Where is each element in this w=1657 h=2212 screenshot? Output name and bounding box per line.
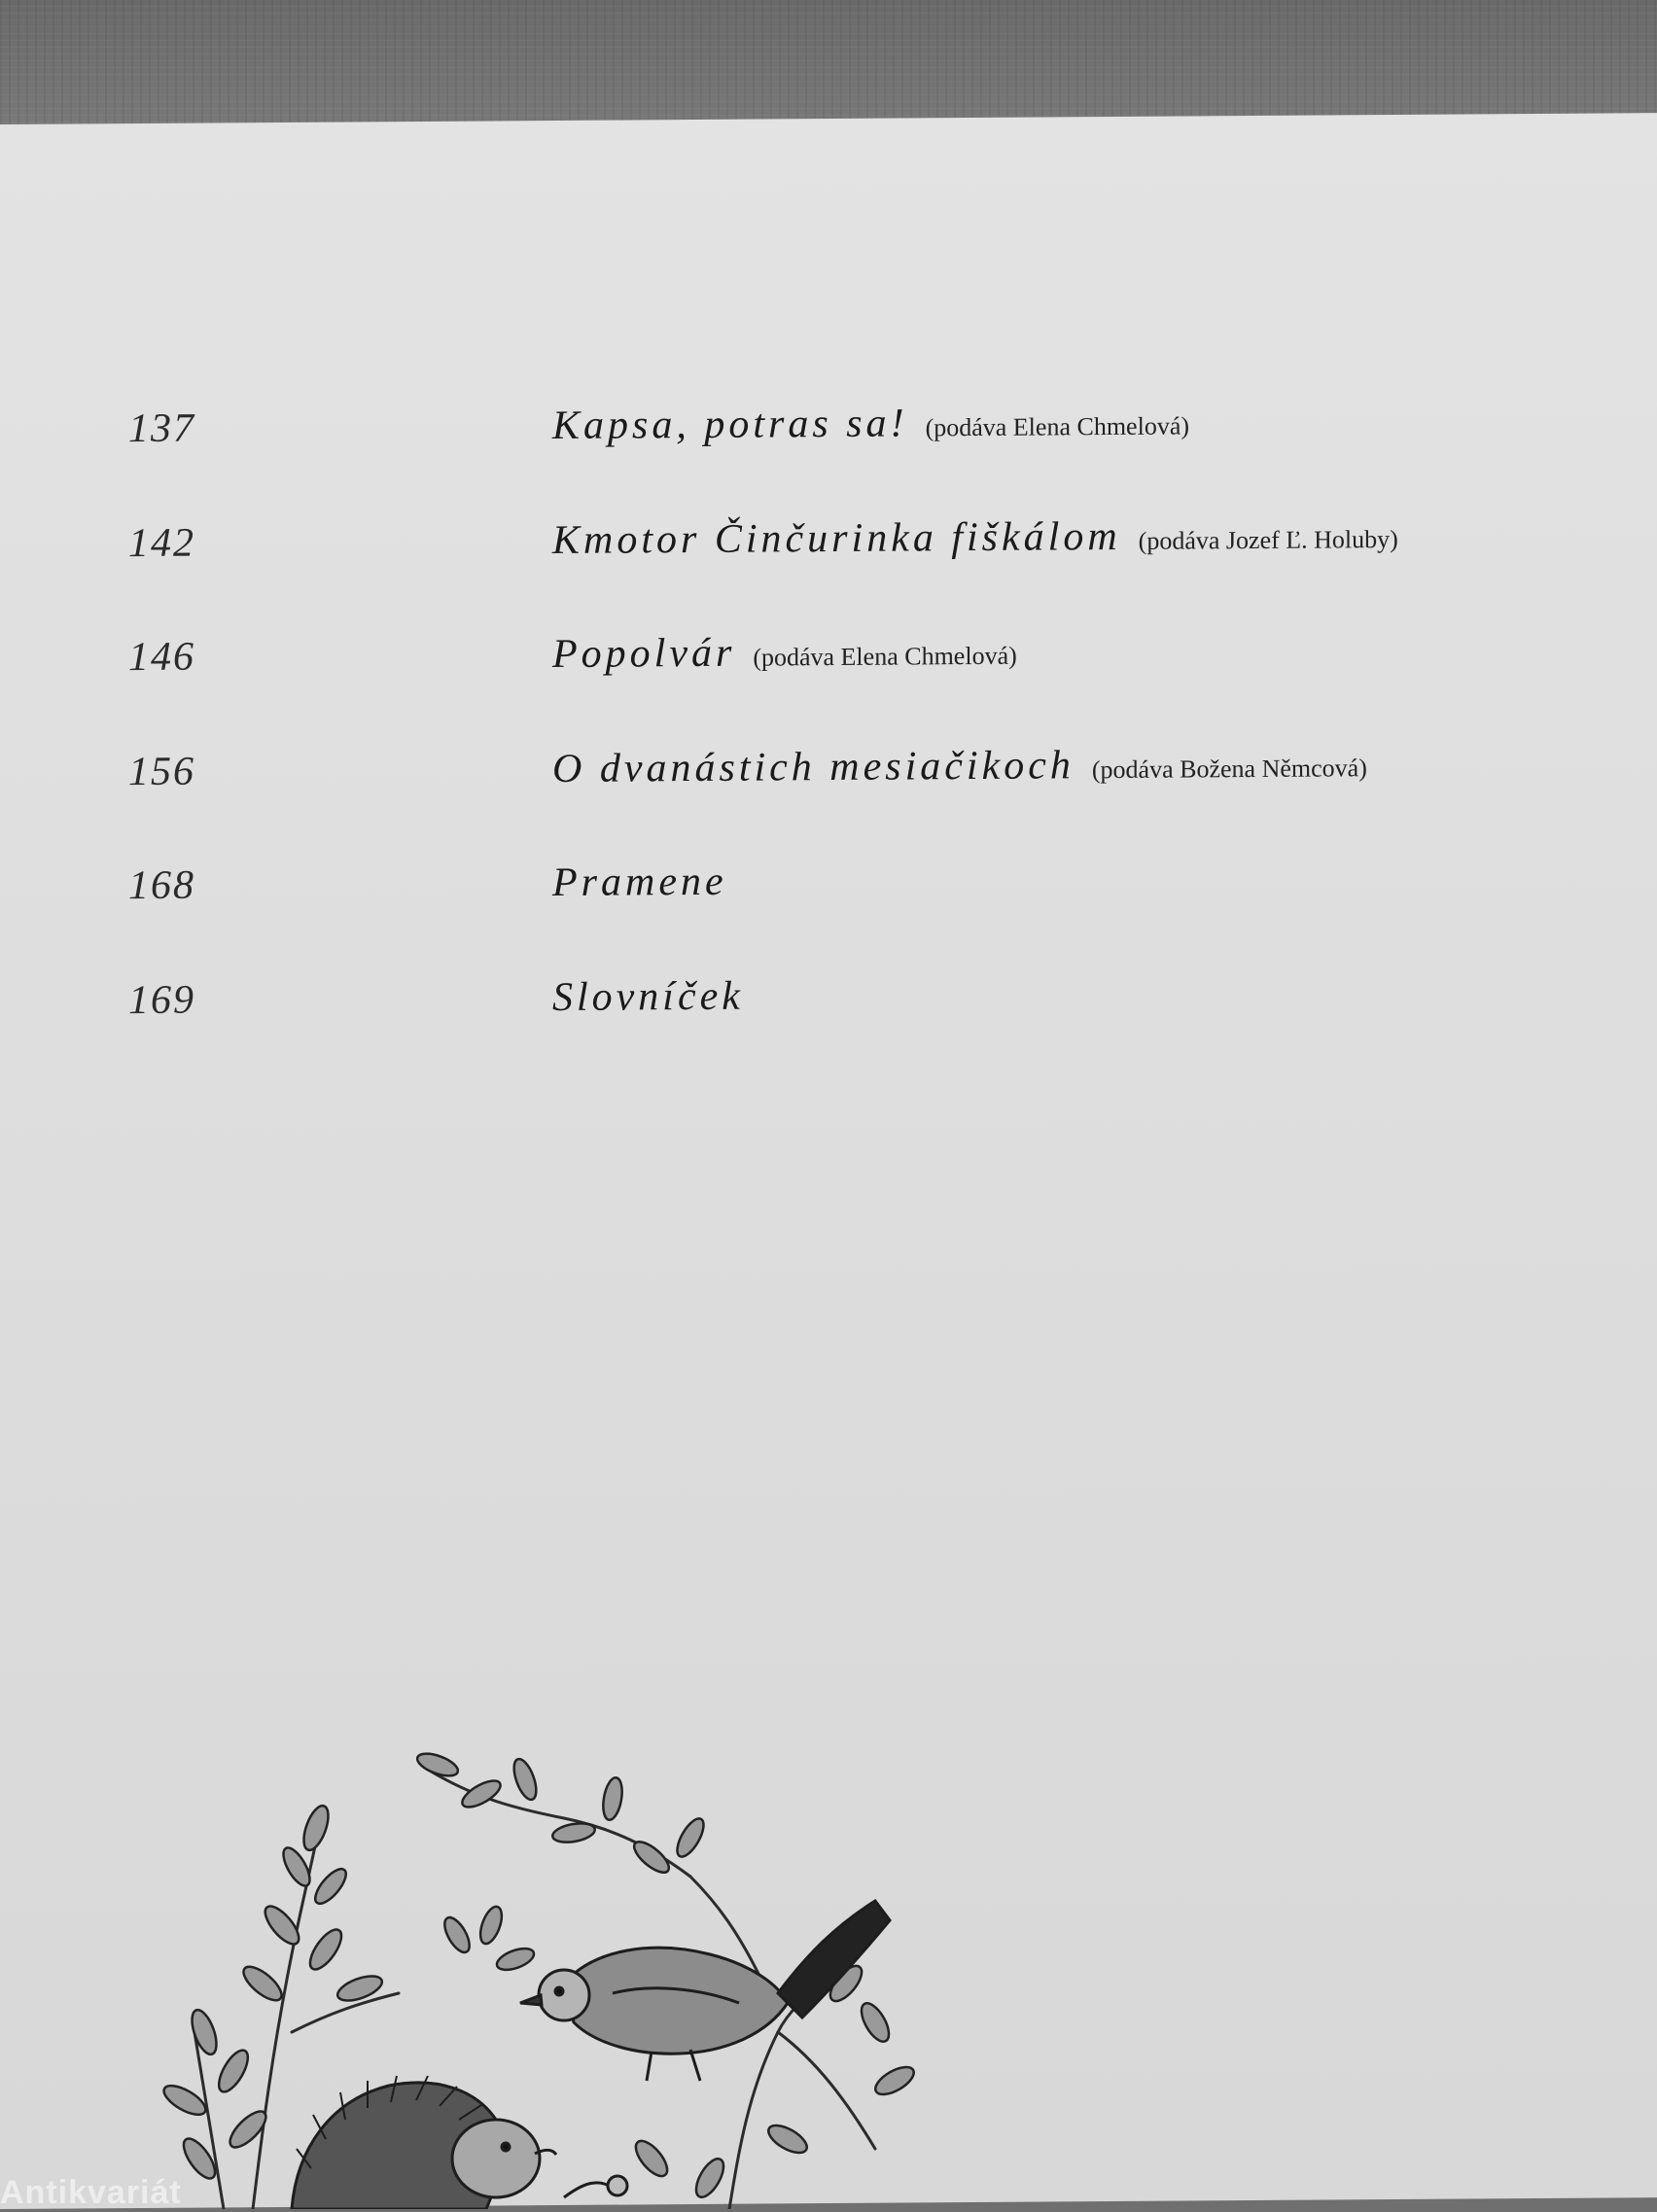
toc-page-number: 156 [128,749,195,794]
toc-entry-text [552,972,744,1020]
toc-title: Kapsa, potras sa! [552,401,908,449]
toc-note: (podáva Božena Němcová) [1091,753,1367,784]
toc-entry [0,509,1657,635]
toc-title: Pramene [552,859,727,906]
table-of-contents [0,395,1657,1092]
toc-title: Slovníček [552,973,744,1020]
toc-page-number: 168 [128,862,195,909]
hedgehog-bird-illustration [107,1740,943,2209]
toc-note: (podáva Elena Chmelová) [753,641,1017,672]
toc-note: (podáva Jozef Ľ. Holuby) [1138,524,1398,555]
toc-entry [0,395,1657,520]
toc-title: Kmotor Činčurinka fiškálom [552,513,1121,563]
toc-page-number: 142 [128,520,195,566]
toc-entry-text [552,628,1017,678]
toc-title: Popolvár [552,630,736,678]
toc-page-number: 146 [128,634,195,681]
toc-entry [0,966,1657,1092]
toc-note: (podáva Elena Chmelová) [925,411,1190,442]
hedgehog-drawing [292,2076,627,2209]
toc-entry [0,738,1657,863]
toc-entry-text [552,510,1398,563]
toc-page-number: 169 [128,977,195,1023]
toc-page-number: 137 [128,405,195,452]
toc-entry-text [552,740,1367,792]
toc-entry-text [552,398,1189,449]
toc-entry [0,623,1657,749]
toc-entry [0,852,1657,977]
toc-entry-text [552,859,727,906]
toc-title: O dvanástich mesiačikoch [552,742,1075,791]
watermark: Antikvariát [0,2174,182,2211]
